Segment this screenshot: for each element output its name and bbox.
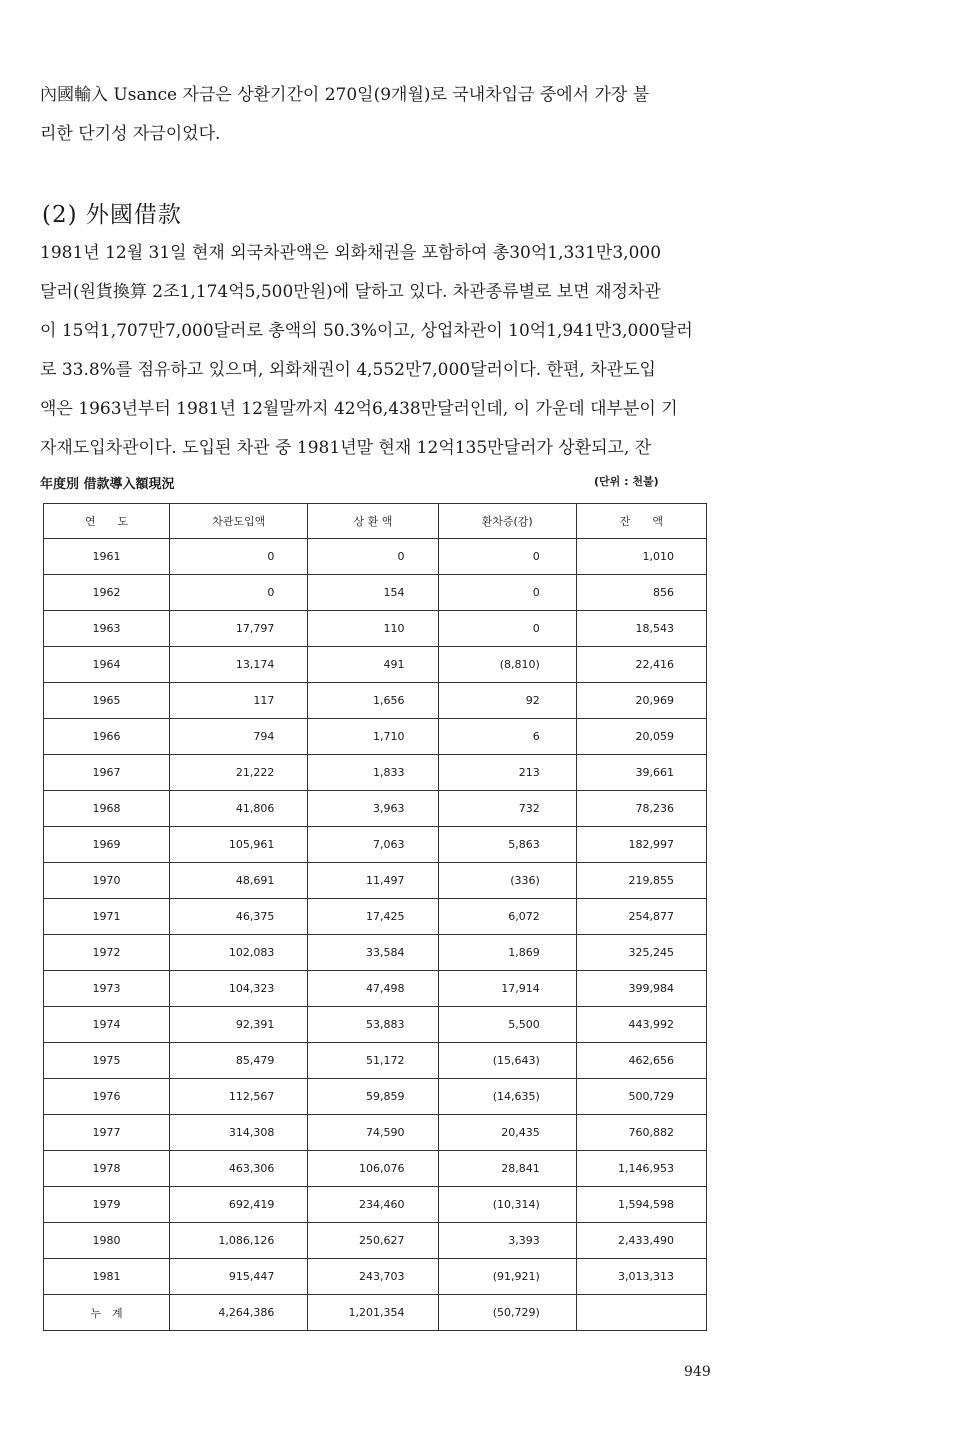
text-line: 자재도입차관이다. 도입된 차관 중 1981년말 현재 12억135만달러가 상환되고, 잔 — [40, 438, 652, 458]
text-line: 1981년 12월 31일 현재 외국차관액은 외화채권을 포함하여 총30억1,331만3,000 — [40, 243, 662, 263]
cell-repayment: 17,425 — [308, 899, 438, 935]
cell-fx-change: 6 — [438, 719, 576, 755]
cell-year: 1976 — [44, 1079, 170, 1115]
cell-loan-inflow: 314,308 — [170, 1115, 308, 1151]
cell-loan-inflow: 117 — [170, 683, 308, 719]
cell-loan-inflow: 463,306 — [170, 1151, 308, 1187]
header-year: 연 도 — [44, 504, 170, 539]
cell-fx-change: 92 — [438, 683, 576, 719]
cell-balance: 3,013,313 — [576, 1259, 706, 1295]
page-number: 949 — [684, 1364, 711, 1380]
cell-fx-change: (50,729) — [438, 1295, 576, 1331]
cell-fx-change: 1,869 — [438, 935, 576, 971]
cell-fx-change: 20,435 — [438, 1115, 576, 1151]
cell-balance: 325,245 — [576, 935, 706, 971]
cell-year: 1981 — [44, 1259, 170, 1295]
cell-loan-inflow: 41,806 — [170, 791, 308, 827]
cell-fx-change: 28,841 — [438, 1151, 576, 1187]
table-body — [44, 539, 707, 1331]
table-row — [44, 1007, 707, 1043]
cell-year: 1968 — [44, 791, 170, 827]
cell-loan-inflow: 85,479 — [170, 1043, 308, 1079]
cell-balance: 1,146,953 — [576, 1151, 706, 1187]
cell-loan-inflow: 0 — [170, 575, 308, 611]
cell-repayment: 11,497 — [308, 863, 438, 899]
cell-loan-inflow: 46,375 — [170, 899, 308, 935]
cell-loan-inflow: 915,447 — [170, 1259, 308, 1295]
cell-fx-change: 5,500 — [438, 1007, 576, 1043]
text-line: 액은 1963년부터 1981년 12월말까지 42억6,438만달러인데, 이 가운데 대부분이 기 — [40, 399, 678, 419]
cell-fx-change: 0 — [438, 611, 576, 647]
header-loan-inflow: 차관도입액 — [170, 504, 308, 539]
cell-loan-inflow: 105,961 — [170, 827, 308, 863]
header-fx-change: 환차증(감) — [438, 504, 576, 539]
cell-balance: 1,010 — [576, 539, 706, 575]
header-repayment: 상 환 액 — [308, 504, 438, 539]
cell-fx-change: 0 — [438, 539, 576, 575]
table-row — [44, 791, 707, 827]
table-row — [44, 899, 707, 935]
cell-fx-change: 3,393 — [438, 1223, 576, 1259]
cell-fx-change: (10,314) — [438, 1187, 576, 1223]
cell-repayment: 74,590 — [308, 1115, 438, 1151]
body-paragraph — [40, 234, 720, 468]
cell-repayment: 1,656 — [308, 683, 438, 719]
table-row — [44, 971, 707, 1007]
cell-repayment: 491 — [308, 647, 438, 683]
cell-balance: 399,984 — [576, 971, 706, 1007]
cell-balance: 856 — [576, 575, 706, 611]
cell-fx-change: 5,863 — [438, 827, 576, 863]
cell-year: 1973 — [44, 971, 170, 1007]
table-row — [44, 827, 707, 863]
table-row — [44, 1151, 707, 1187]
table-row — [44, 1115, 707, 1151]
cell-year: 1972 — [44, 935, 170, 971]
table-row — [44, 539, 707, 575]
cell-loan-inflow: 92,391 — [170, 1007, 308, 1043]
cell-loan-inflow: 21,222 — [170, 755, 308, 791]
cell-repayment: 33,584 — [308, 935, 438, 971]
cell-balance: 22,416 — [576, 647, 706, 683]
cell-fx-change: 17,914 — [438, 971, 576, 1007]
table-unit-label: (단위 : 천불) — [594, 475, 659, 488]
table-row — [44, 1223, 707, 1259]
cell-loan-inflow: 0 — [170, 539, 308, 575]
cell-year: 1979 — [44, 1187, 170, 1223]
table-total-row — [44, 1295, 707, 1331]
cell-repayment: 3,963 — [308, 791, 438, 827]
cell-year: 1967 — [44, 755, 170, 791]
cell-balance: 18,543 — [576, 611, 706, 647]
cell-loan-inflow: 102,083 — [170, 935, 308, 971]
cell-year: 1974 — [44, 1007, 170, 1043]
cell-repayment: 250,627 — [308, 1223, 438, 1259]
cell-fx-change: (8,810) — [438, 647, 576, 683]
cell-year: 1963 — [44, 611, 170, 647]
cell-repayment: 59,859 — [308, 1079, 438, 1115]
cell-fx-change: 0 — [438, 575, 576, 611]
cell-repayment: 0 — [308, 539, 438, 575]
cell-balance: 219,855 — [576, 863, 706, 899]
section-heading: (2) 外國借款 — [42, 202, 182, 228]
cell-loan-inflow: 1,086,126 — [170, 1223, 308, 1259]
cell-fx-change: 732 — [438, 791, 576, 827]
cell-fx-change: 6,072 — [438, 899, 576, 935]
cell-loan-inflow: 104,323 — [170, 971, 308, 1007]
table-row — [44, 755, 707, 791]
table-row — [44, 1187, 707, 1223]
cell-fx-change: (336) — [438, 863, 576, 899]
cell-year: 1977 — [44, 1115, 170, 1151]
table-title: 年度別 借款導入額現況 — [40, 477, 175, 492]
intro-paragraph — [40, 76, 720, 154]
loan-table — [43, 503, 707, 1331]
cell-year: 1961 — [44, 539, 170, 575]
text-line: 內國輸入 Usance 자금은 상환기간이 270일(9개월)로 국내차입금 중에서 가장 불 — [40, 85, 650, 105]
cell-balance: 500,729 — [576, 1079, 706, 1115]
cell-repayment: 1,710 — [308, 719, 438, 755]
text-line: 이 15억1,707만7,000달러로 총액의 50.3%이고, 상업차관이 10억1,941만3,000달러 — [40, 321, 693, 341]
cell-repayment: 106,076 — [308, 1151, 438, 1187]
cell-fx-change: (91,921) — [438, 1259, 576, 1295]
cell-balance: 760,882 — [576, 1115, 706, 1151]
cell-balance: 254,877 — [576, 899, 706, 935]
cell-fx-change: (14,635) — [438, 1079, 576, 1115]
cell-balance: 462,656 — [576, 1043, 706, 1079]
cell-loan-inflow: 794 — [170, 719, 308, 755]
cell-loan-inflow: 692,419 — [170, 1187, 308, 1223]
cell-repayment: 234,460 — [308, 1187, 438, 1223]
cell-loan-inflow: 4,264,386 — [170, 1295, 308, 1331]
cell-year: 1966 — [44, 719, 170, 755]
cell-year: 1965 — [44, 683, 170, 719]
header-balance: 잔 액 — [576, 504, 706, 539]
text-line: 로 33.8%를 점유하고 있으며, 외화채권이 4,552만7,000달러이다. 한편, 차관도입 — [40, 360, 656, 380]
cell-repayment: 53,883 — [308, 1007, 438, 1043]
table-row — [44, 1043, 707, 1079]
cell-balance: 1,594,598 — [576, 1187, 706, 1223]
cell-year: 1975 — [44, 1043, 170, 1079]
cell-loan-inflow: 13,174 — [170, 647, 308, 683]
cell-repayment: 1,833 — [308, 755, 438, 791]
cell-balance: 2,433,490 — [576, 1223, 706, 1259]
cell-fx-change: 213 — [438, 755, 576, 791]
cell-balance: 39,661 — [576, 755, 706, 791]
cell-repayment: 47,498 — [308, 971, 438, 1007]
table-header-row — [44, 504, 707, 539]
cell-balance: 443,992 — [576, 1007, 706, 1043]
cell-loan-inflow: 17,797 — [170, 611, 308, 647]
table-row — [44, 575, 707, 611]
cell-repayment: 154 — [308, 575, 438, 611]
cell-repayment: 1,201,354 — [308, 1295, 438, 1331]
cell-balance — [576, 1295, 706, 1331]
table-row — [44, 1259, 707, 1295]
cell-year: 1964 — [44, 647, 170, 683]
text-line: 리한 단기성 자금이었다. — [40, 124, 221, 144]
cell-year: 1970 — [44, 863, 170, 899]
cell-balance: 78,236 — [576, 791, 706, 827]
text-line: 달러(원貨換算 2조1,174억5,500만원)에 달하고 있다. 차관종류별로 보면 재정차관 — [40, 282, 661, 302]
table-row — [44, 719, 707, 755]
cell-loan-inflow: 48,691 — [170, 863, 308, 899]
cell-balance: 20,059 — [576, 719, 706, 755]
cell-fx-change: (15,643) — [438, 1043, 576, 1079]
cell-balance: 20,969 — [576, 683, 706, 719]
table-row — [44, 863, 707, 899]
cell-repayment: 110 — [308, 611, 438, 647]
cell-repayment: 51,172 — [308, 1043, 438, 1079]
cell-balance: 182,997 — [576, 827, 706, 863]
cell-year: 1969 — [44, 827, 170, 863]
cell-year: 1978 — [44, 1151, 170, 1187]
cell-year: 누 계 — [44, 1295, 170, 1331]
table-row — [44, 611, 707, 647]
cell-loan-inflow: 112,567 — [170, 1079, 308, 1115]
table-row — [44, 647, 707, 683]
cell-year: 1980 — [44, 1223, 170, 1259]
table-row — [44, 1079, 707, 1115]
cell-repayment: 7,063 — [308, 827, 438, 863]
cell-year: 1971 — [44, 899, 170, 935]
table-row — [44, 683, 707, 719]
cell-year: 1962 — [44, 575, 170, 611]
table-row — [44, 935, 707, 971]
cell-repayment: 243,703 — [308, 1259, 438, 1295]
